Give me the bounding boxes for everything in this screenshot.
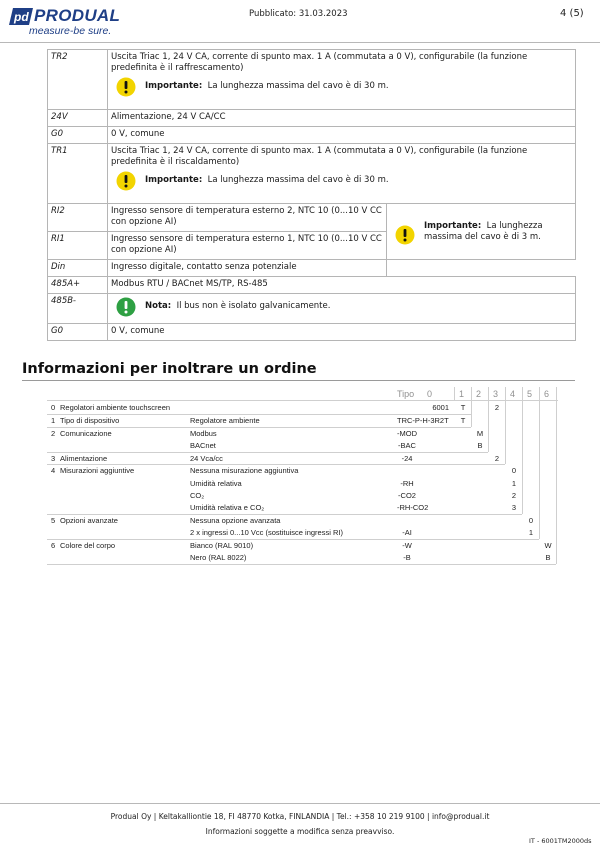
terminal-desc-text: Uscita Triac 1, 24 V CA, corrente di spunto max. 1 A (commutata a 0 V), configurabile (la funzione predefinita è il riscaldamento) [111, 146, 528, 167]
row-code: -W [402, 541, 412, 550]
note-title: Importante: [424, 220, 482, 231]
row-number: 0 [51, 403, 56, 412]
row-name: Opzioni avanzate [60, 516, 118, 525]
column-header: 2 [476, 389, 482, 399]
terminal-label: 485B- [48, 294, 108, 324]
terminal-desc-text: Uscita Triac 1, 24 V CA, corrente di spunto max. 1 A (commutata a 0 V), configurabile (la funzione predefinita è il raffrescamento) [111, 52, 528, 73]
column-header: 4 [510, 389, 516, 399]
row-option: 2 x ingressi 0...10 Vcc (sostituisce ingressi RI) [190, 528, 343, 537]
section-title: Informazioni per inoltrare un ordine [22, 361, 317, 377]
document-code: IT - 6001TM2000ds [529, 837, 592, 845]
row-option: BACnet [190, 441, 216, 450]
terminal-label: TR1 [48, 144, 108, 204]
terminal-label: RI1 [48, 232, 108, 260]
row-code-letter: 2 [511, 491, 517, 500]
row-option: Modbus [190, 429, 217, 438]
row-code-letter: T [460, 403, 466, 412]
terminal-desc: 0 V, comune [108, 324, 576, 341]
column-header: 5 [527, 389, 533, 399]
row-code-letter: 3 [511, 503, 517, 512]
row-option: 24 Vca/cc [190, 454, 223, 463]
row-name: Regolatori ambiente touchscreen [60, 403, 171, 412]
terminal-label: TR2 [48, 50, 108, 110]
row-code: -MOD [397, 429, 417, 438]
logo-brand: PRODUAL [34, 6, 121, 25]
row-option: Nero (RAL 8022) [190, 553, 247, 562]
row-code: -CO2 [398, 491, 416, 500]
note-title: Nota: [145, 301, 172, 311]
column-header: 3 [493, 389, 499, 399]
row-name: Comunicazione [60, 429, 112, 438]
terminal-label: 24V [48, 110, 108, 127]
row-code: -24 [401, 454, 413, 463]
row-code: TRC-P-H-3R2T [397, 416, 449, 425]
row-code: -AI [402, 528, 412, 537]
row-code-letter: W [544, 541, 552, 550]
row-number: 1 [51, 416, 56, 425]
row-code: -RH-CO2 [397, 503, 429, 512]
terminal-desc: Ingresso digitale, contatto senza potenziale [108, 260, 387, 277]
row-code-letter: B [545, 553, 551, 562]
row-option: Regolatore ambiente [190, 416, 260, 425]
terminal-desc: Alimentazione, 24 V CA/CC [108, 110, 576, 127]
note-text: La lunghezza massima del cavo è di 3 m. [424, 220, 543, 242]
column-header: 6 [544, 389, 550, 399]
row-code: -BAC [398, 441, 416, 450]
footer-address: Produal Oy | Keltakalliontie 18, FI 48770 Kotka, FINLANDIA | Tel.: +358 10 219 9100 | info@produal.it [110, 812, 490, 821]
terminal-desc: 0 V, comune [108, 127, 576, 144]
terminal-desc: Ingresso sensore di temperatura esterno 2, NTC 10 (0...10 V CC con opzione AI) [108, 204, 387, 232]
row-code: -B [403, 553, 411, 562]
row-option: Umidità relativa e CO₂ [190, 503, 265, 512]
row-name: Colore del corpo [60, 541, 116, 550]
row-number: 3 [51, 454, 56, 463]
row-code: 6001 [432, 403, 449, 412]
note-title: Importante: [145, 175, 203, 185]
row-number: 5 [51, 516, 56, 525]
terminal-label: Din [48, 260, 108, 277]
footer-divider [0, 803, 600, 804]
published-date: Pubblicato: 31.03.2023 [249, 9, 348, 19]
tipo-label: Tipo [397, 389, 415, 399]
note-text: La lunghezza massima del cavo è di 30 m. [207, 175, 389, 185]
row-code-letter: B [477, 441, 483, 450]
note-text: Il bus non è isolato galvanicamente. [176, 301, 331, 311]
row-code-letter: 1 [511, 479, 517, 488]
row-option: Nessuna misurazione aggiuntiva [190, 466, 299, 475]
row-code: -RH [400, 479, 414, 488]
note-title: Importante: [145, 81, 203, 91]
row-name: Misurazioni aggiuntive [60, 466, 135, 475]
row-code-letter: 0 [511, 466, 517, 475]
terminal-label: G0 [48, 324, 108, 341]
row-number: 2 [51, 429, 56, 438]
row-number: 4 [51, 466, 56, 475]
column-header: 0 [427, 389, 433, 399]
terminal-label: 485A+ [48, 277, 108, 294]
footer-note: Informazioni soggette a modifica senza preavviso. [205, 827, 395, 836]
terminal-desc: Modbus RTU / BACnet MS/TP, RS-485 [108, 277, 576, 294]
page-number: 4 (5) [560, 8, 584, 19]
row-name: Alimentazione [60, 454, 108, 463]
terminal-label: G0 [48, 127, 108, 144]
logo-slogan: measure-be sure. [29, 25, 112, 37]
terminal-label: RI2 [48, 204, 108, 232]
column-header: 1 [459, 389, 465, 399]
row-code-letter: T [460, 416, 466, 425]
row-option: Bianco (RAL 9010) [190, 541, 254, 550]
row-code-letter: 1 [528, 528, 534, 537]
row-name: Tipo di dispositivo [60, 416, 120, 425]
row-code-letter: 2 [494, 403, 500, 412]
row-code-letter: M [476, 429, 484, 438]
svg-text:pd: pd [14, 10, 29, 24]
note-text: La lunghezza massima del cavo è di 30 m. [207, 81, 389, 91]
row-option: Nessuna opzione avanzata [190, 516, 281, 525]
terminal-desc: Ingresso sensore di temperatura esterno 1, NTC 10 (0...10 V CC con opzione AI) [108, 232, 387, 260]
row-option: CO₂ [190, 491, 205, 500]
row-number: 6 [51, 541, 56, 550]
row-option: Umidità relativa [190, 479, 242, 488]
row-code-letter: 2 [494, 454, 500, 463]
row-code-letter: 0 [528, 516, 534, 525]
